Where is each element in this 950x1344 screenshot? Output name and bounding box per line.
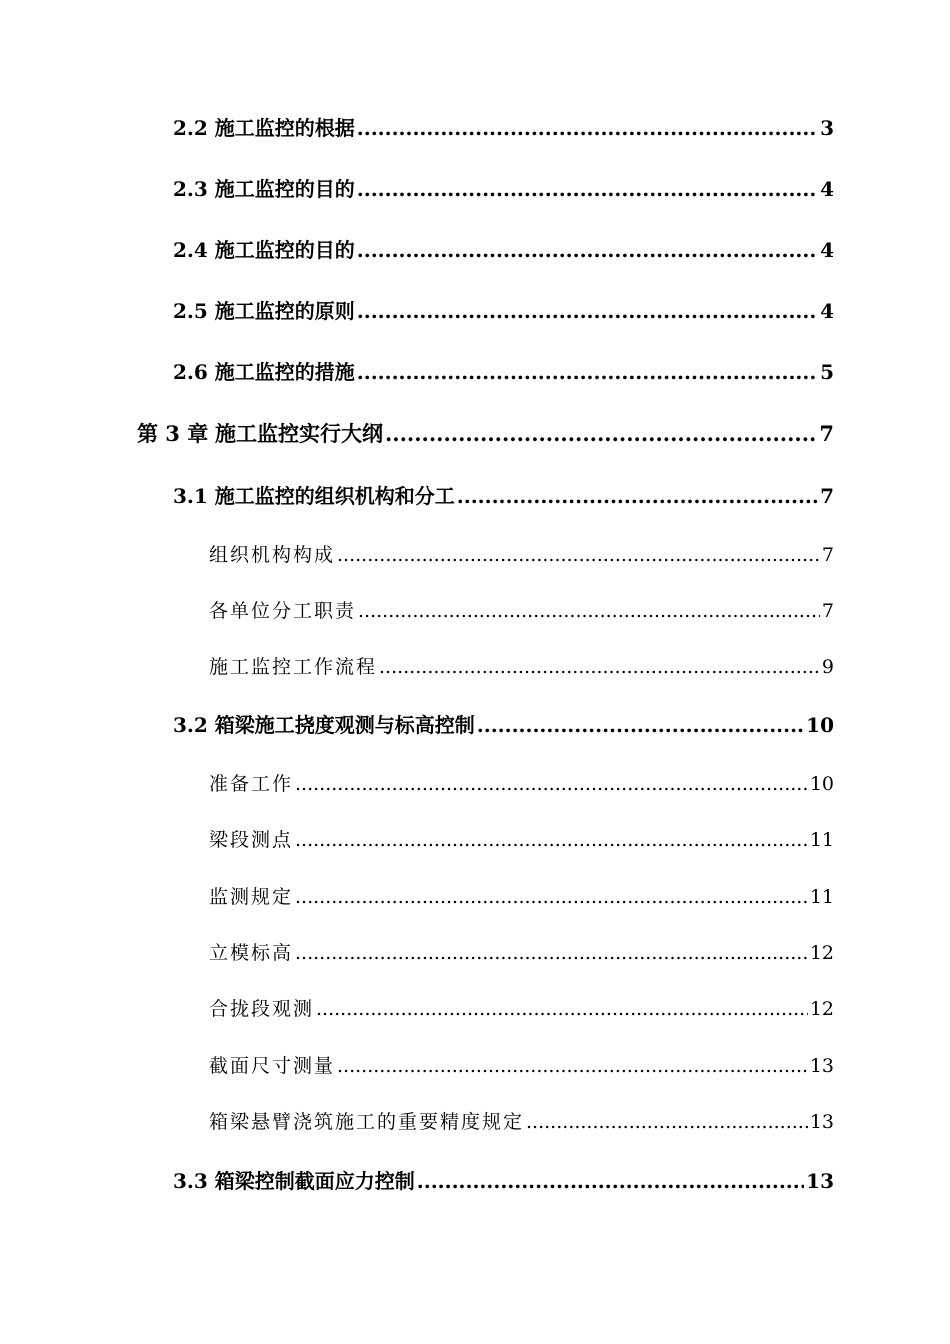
toc-dot-leader <box>295 775 808 794</box>
toc-dot-leader <box>457 486 818 506</box>
toc-entry-sub[interactable] <box>209 831 834 850</box>
toc-entry-title: 监测规定 <box>209 886 294 908</box>
toc-page-number: 11 <box>809 829 834 851</box>
toc-dot-leader <box>357 240 818 260</box>
toc-page-number: 4 <box>820 299 834 323</box>
toc-page-number: 7 <box>820 484 834 508</box>
toc-dot-leader <box>337 546 820 565</box>
toc-entry-sub[interactable] <box>209 775 834 794</box>
toc-page-number: 13 <box>809 1055 834 1077</box>
toc-entry-sub[interactable] <box>209 602 834 621</box>
toc-dot-leader <box>357 118 818 138</box>
toc-dot-leader <box>417 1171 804 1191</box>
toc-entry-sub[interactable] <box>209 1113 834 1132</box>
toc-entry-title: 各单位分工职责 <box>209 600 357 622</box>
toc-dot-leader <box>477 715 804 735</box>
toc-dot-leader <box>379 658 820 677</box>
toc-entry-title: 梁段测点 <box>209 829 294 851</box>
toc-entry-title: 2.4 施工监控的目的 <box>173 238 355 262</box>
toc-dot-leader <box>385 423 817 444</box>
toc-page-number: 11 <box>809 886 834 908</box>
toc-dot-leader <box>526 1113 808 1132</box>
toc-entry-chapter-3[interactable] <box>137 423 834 444</box>
toc-entry-title: 立模标高 <box>209 942 294 964</box>
toc-entry-title: 2.3 施工监控的目的 <box>173 177 355 201</box>
toc-entry-title: 截面尺寸测量 <box>209 1055 336 1077</box>
toc-dot-leader <box>295 831 808 850</box>
toc-entry-2-6[interactable] <box>173 362 834 382</box>
toc-page-number: 9 <box>821 656 834 678</box>
toc-dot-leader <box>337 1057 808 1076</box>
toc-entry-sub[interactable] <box>209 658 834 677</box>
toc-page-number: 12 <box>809 942 834 964</box>
toc-entry-title: 2.6 施工监控的措施 <box>173 360 355 384</box>
toc-page-number: 10 <box>809 773 834 795</box>
toc-entry-title: 施工监控工作流程 <box>209 656 378 678</box>
toc-entry-3-2[interactable] <box>173 715 834 735</box>
toc-entry-sub[interactable] <box>209 1000 834 1019</box>
toc-entry-2-3[interactable] <box>173 179 834 199</box>
toc-page-number: 5 <box>820 360 834 384</box>
toc-dot-leader <box>357 362 818 382</box>
toc-entry-title: 3.1 施工监控的组织机构和分工 <box>173 484 455 508</box>
toc-entry-title: 3.3 箱梁控制截面应力控制 <box>173 1169 415 1193</box>
toc-entry-title: 施工监控实行大纲 <box>214 421 383 446</box>
toc-page-number: 3 <box>820 116 834 140</box>
toc-entry-sub[interactable] <box>209 888 834 907</box>
toc-entry-title: 箱梁悬臂浇筑施工的重要精度规定 <box>209 1111 525 1133</box>
toc-page-number: 7 <box>821 544 834 566</box>
toc-entry-2-2[interactable] <box>173 118 834 138</box>
toc-entry-2-5[interactable] <box>173 301 834 321</box>
toc-page-number: 12 <box>809 998 834 1020</box>
toc-page-number: 4 <box>820 177 834 201</box>
toc-page-number: 7 <box>819 421 834 446</box>
toc-page-number: 13 <box>809 1111 834 1133</box>
toc-entry-sub[interactable] <box>209 944 834 963</box>
toc-entry-title: 准备工作 <box>209 773 294 795</box>
toc-page-number: 7 <box>821 600 834 622</box>
toc-dot-leader <box>316 1000 808 1019</box>
toc-entry-title: 合拢段观测 <box>209 998 315 1020</box>
toc-dot-leader <box>295 888 808 907</box>
toc-entry-title: 3.2 箱梁施工挠度观测与标高控制 <box>173 713 475 737</box>
toc-entry-3-1[interactable] <box>173 486 834 506</box>
toc-entry-title: 组织机构构成 <box>209 544 336 566</box>
toc-dot-leader <box>295 944 808 963</box>
toc-dot-leader <box>357 301 818 321</box>
toc-dot-leader <box>358 602 820 621</box>
toc-dot-leader <box>357 179 818 199</box>
toc-entry-sub[interactable] <box>209 546 834 565</box>
toc-entry-title: 2.2 施工监控的根据 <box>173 116 355 140</box>
toc-entry-2-4[interactable] <box>173 240 834 260</box>
toc-entry-title: 2.5 施工监控的原则 <box>173 299 355 323</box>
toc-entry-3-3[interactable] <box>173 1171 834 1191</box>
toc-page-number: 10 <box>806 713 834 737</box>
toc-page-number: 13 <box>806 1169 834 1193</box>
toc-chapter-number: 第 3 章 <box>137 421 209 446</box>
toc-page-number: 4 <box>820 238 834 262</box>
toc-entry-sub[interactable] <box>209 1057 834 1076</box>
